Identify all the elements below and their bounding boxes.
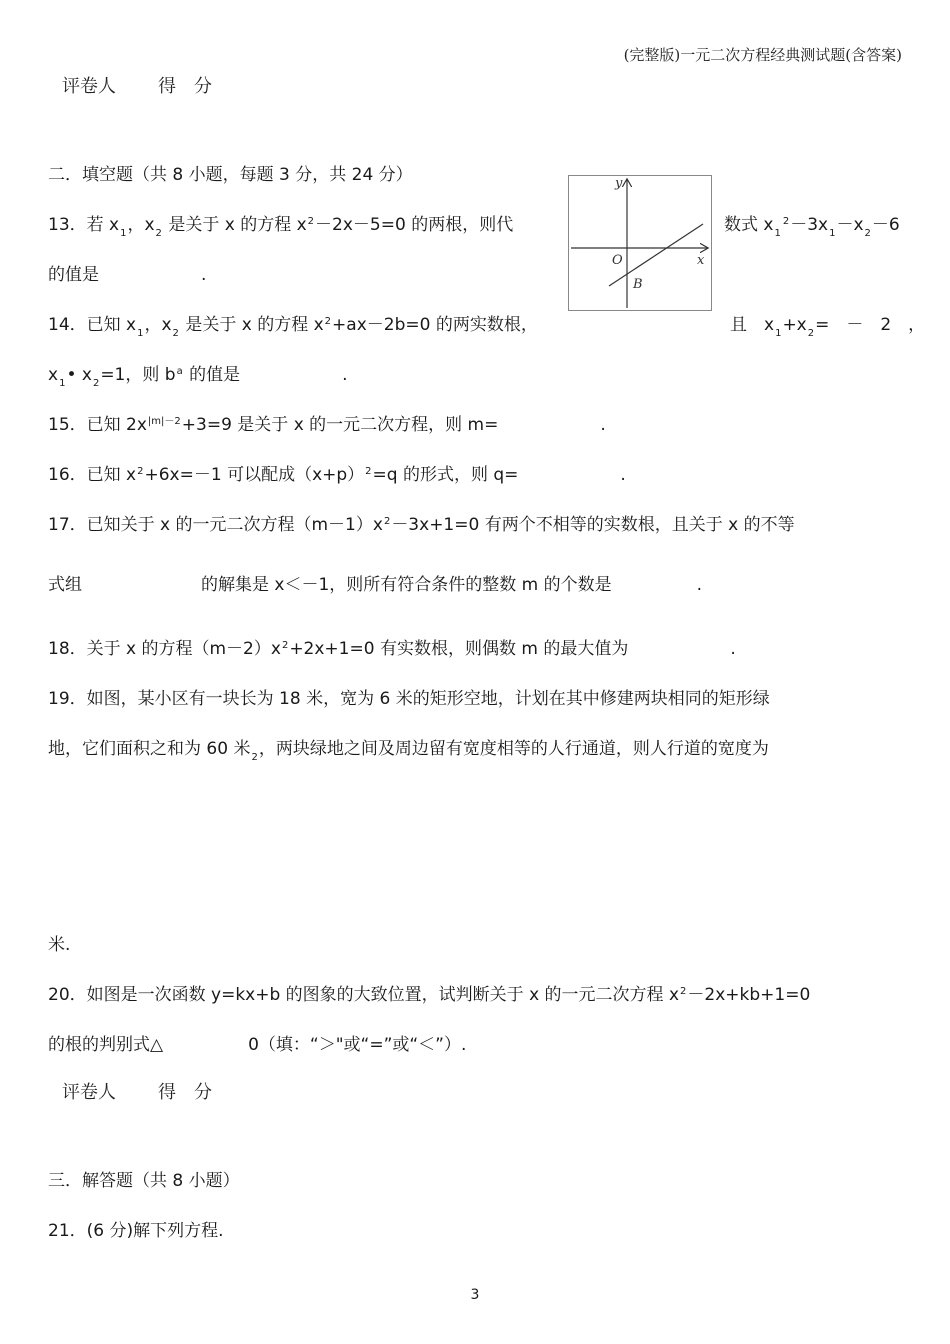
question-15: 15．已知 $2x^{|m|-2}+3=9$ 是关于 x 的一元二次方程，则 m= . [48, 415, 606, 435]
point-b-label: B [633, 277, 643, 292]
question-20-line2: 的根的判别式△ 0（填：“＞"或“=”或“＜”）. [48, 1035, 467, 1055]
question-20-line1: 20．如图是一次函数 y=kx+b 的图象的大致位置，试判断关于 x 的一元二次方程 $x^2-2x+kb+1=0$ [48, 985, 811, 1005]
question-16: 16．已知 $x^2+6x=-1$ 可以配成$(x+p)^2=q$ 的形式，则 q= . [48, 465, 626, 485]
question-14-line1-right: 且 $x_1+x_2=$ － 2 ， [730, 315, 926, 339]
scorer-label-2: 评卷人 [62, 1082, 116, 1103]
question-13-line2: 的值是 . [48, 265, 207, 285]
question-14-line1: 14．已知 $x_1$，$x_2$ 是关于 x 的方程 $x^2+ax-2b=0$ 的两实数根， [48, 315, 538, 339]
origin-label: O [612, 253, 623, 268]
question-19-line2: 地，它们面积之和为 60 米$_2$，两块绿地之间及周边留有宽度相等的人行通道，则人行道的宽度为 [48, 739, 769, 763]
question-14-line2: $x_1•$ $x_2=1$，则 $b^a$ 的值是 . [48, 365, 348, 389]
question-13-line1-right: 数式 $x_1^2-3x_1-x_2-6$ [724, 215, 900, 239]
scorer-label: 评卷人 [62, 76, 116, 97]
page-number: 3 [470, 1287, 480, 1303]
question-18: 18．关于 x 的方程$(m-2)x^2+2x+1=0$ 有实数根，则偶数 m 的最大值为 . [48, 639, 736, 659]
function-line [609, 224, 703, 286]
question-13-line1: 13．若 $x_1$，$x_2$ 是关于 x 的方程 $x^2-2x-5=0$ 的两根，则代 [48, 215, 514, 239]
page-header: (完整版)一元二次方程经典测试题(含答案) [623, 46, 902, 64]
question-19-line1: 19．如图，某小区有一块长为 18 米，宽为 6 米的矩形空地，计划在其中修建两块相同的矩形绿 [48, 689, 770, 709]
x-axis-label: x [697, 253, 705, 268]
question-21: 21．(6 分)解下列方程. [48, 1221, 224, 1241]
question-19-line3: 米. [48, 935, 71, 955]
linear-function-graph [568, 175, 712, 311]
score-label: 得 分 [158, 76, 212, 97]
y-axis-label: y [615, 176, 623, 191]
question-17-line1: 17．已知关于 x 的一元二次方程$(m-1)x^2-3x+1=0$ 有两个不相等的实数根，且关于 x 的不等 [48, 515, 795, 535]
question-17-line2: 式组 的解集是 x＜－1，则所有符合条件的整数 m 的个数是 . [48, 575, 703, 595]
section-3-title: 三．解答题（共 8 小题） [48, 1171, 240, 1191]
section-2-title: 二．填空题（共 8 小题，每题 3 分，共 24 分） [48, 165, 413, 185]
score-label-2: 得 分 [158, 1082, 212, 1103]
